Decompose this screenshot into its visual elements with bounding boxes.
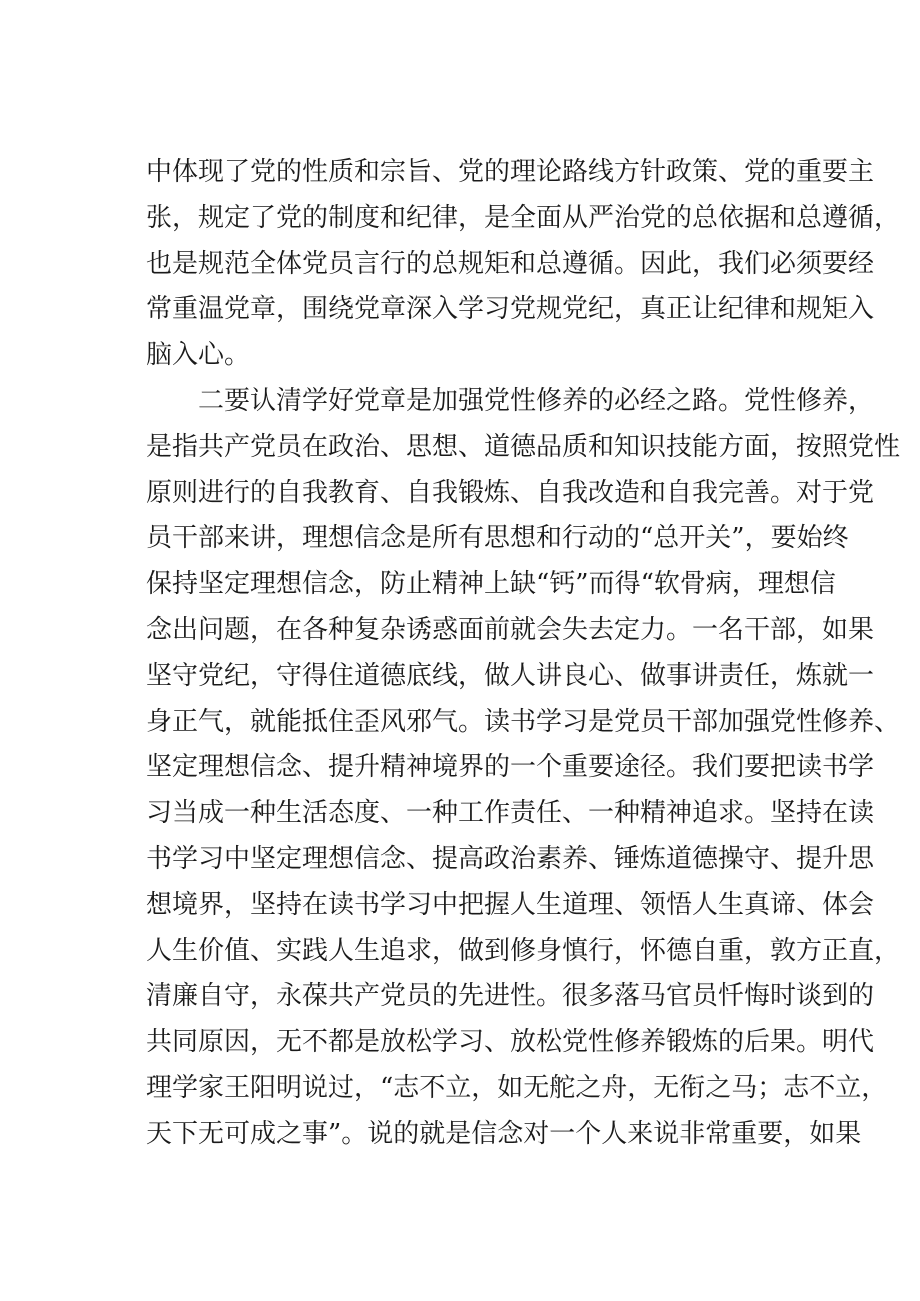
text-line: 理学家王阳明说过，“志不立，如无舵之舟，无衔之马；志不立， bbox=[146, 1072, 888, 1103]
text-line: 天下无可成之事”。说的就是信念对一个人来说非常重要，如果 bbox=[146, 1118, 862, 1149]
text-line: 念出问题，在各种复杂诱惑面前就会失去定力。一名干部，如果 bbox=[146, 614, 875, 645]
text-line: 书学习中坚定理想信念、提高政治素养、锤炼道德操守、提升思 bbox=[146, 843, 875, 874]
document-body bbox=[146, 150, 901, 1158]
text-line: 原则进行的自我教育、自我锻炼、自我改造和自我完善。对于党 bbox=[146, 477, 875, 508]
text-line: 张，规定了党的制度和纪律，是全面从严治党的总依据和总遵循， bbox=[146, 202, 901, 233]
paragraph-2 bbox=[146, 379, 901, 1158]
paragraph-1 bbox=[146, 150, 901, 379]
text-line: 想境界，坚持在读书学习中把握人生道理、领悟人生真谛、体会 bbox=[146, 889, 875, 920]
text-line: 共同原因，无不都是放松学习、放松党性修养锻炼的后果。明代 bbox=[146, 1027, 875, 1058]
text-line: 二要认清学好党章是加强党性修养的必经之路。党性修养， bbox=[198, 385, 875, 416]
text-line: 常重温党章，围绕党章深入学习党规党纪，真正让纪律和规矩入 bbox=[146, 294, 875, 325]
text-line: 身正气，就能抵住歪风邪气。读书学习是党员干部加强党性修养、 bbox=[146, 706, 901, 737]
text-line: 是指共产党员在政治、思想、道德品质和知识技能方面，按照党性 bbox=[146, 431, 901, 462]
text-line: 人生价值、实践人生追求，做到修身慎行，怀德自重，敦方正直， bbox=[146, 935, 901, 966]
text-line: 也是规范全体党员言行的总规矩和总遵循。因此，我们必须要经 bbox=[146, 248, 875, 279]
text-line: 坚定理想信念、提升精神境界的一个重要途径。我们要把读书学 bbox=[146, 752, 875, 783]
text-line: 清廉自守，永葆共产党员的先进性。很多落马官员忏悔时谈到的 bbox=[146, 981, 875, 1012]
text-line: 保持坚定理想信念，防止精神上缺“钙”而得“软骨病，理想信 bbox=[146, 569, 836, 600]
text-line: 脑入心。 bbox=[146, 340, 251, 371]
text-line: 习当成一种生活态度、一种工作责任、一种精神追求。坚持在读 bbox=[146, 798, 875, 829]
text-line: 员干部来讲，理想信念是所有思想和行动的“总开关”，要始终 bbox=[146, 523, 849, 554]
text-line: 中体现了党的性质和宗旨、党的理论路线方针政策、党的重要主 bbox=[146, 157, 875, 187]
text-line: 坚守党纪，守得住道德底线，做人讲良心、做事讲责任，炼就一 bbox=[146, 660, 875, 691]
